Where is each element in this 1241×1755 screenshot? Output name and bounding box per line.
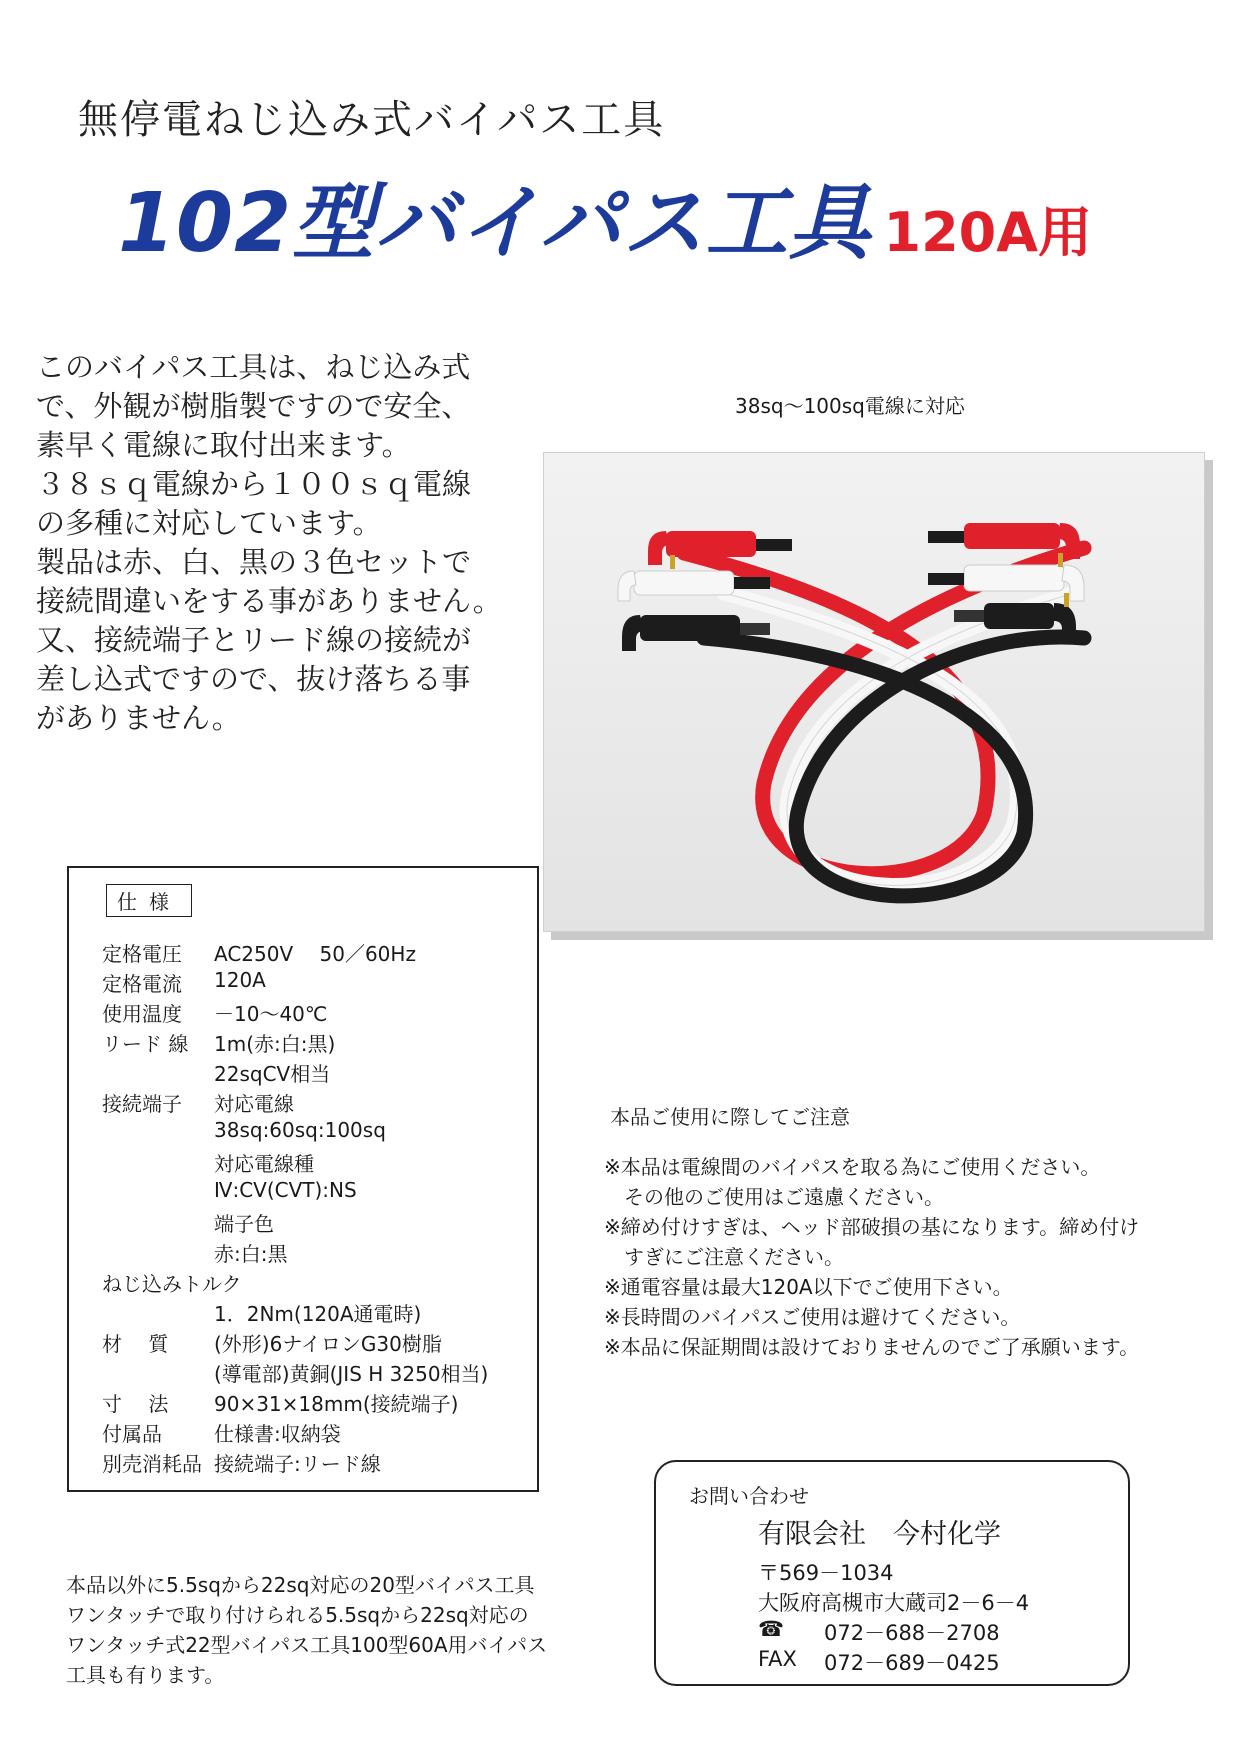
bypass-cables-illustration	[544, 453, 1204, 931]
note-line: 本品以外に5.5sqから22sq対応の20型バイパス工具	[66, 1573, 535, 1597]
notice-line: ※本品に保証期間は設けておりませんのでご了承願います。	[604, 1335, 1140, 1359]
intro-line: このバイパス工具は、ねじ込み式	[36, 350, 471, 384]
contact-box	[654, 1460, 1130, 1686]
spec-label: 定格電圧	[102, 942, 182, 966]
spec-label: 使用温度	[102, 1002, 182, 1026]
note-line: ワンタッチで取り付けられる5.5sqから22sq対応の	[66, 1603, 529, 1627]
notice-line: すぎにご注意ください。	[604, 1245, 844, 1269]
related-products-note	[66, 1570, 547, 1690]
fax-number: 072－689－0425	[824, 1651, 1000, 1675]
spec-value: 端子色	[214, 1212, 274, 1236]
spec-value: 接続端子:リード線	[214, 1452, 381, 1476]
spec-value: 仕様書:収納袋	[214, 1422, 341, 1446]
spec-label: 付属品	[102, 1422, 162, 1446]
intro-line: がありません。	[36, 701, 241, 735]
spec-value: 赤:白:黒	[214, 1242, 288, 1266]
spec-value: 1．2Nm(120A通電時)	[214, 1302, 422, 1326]
product-photo	[543, 452, 1205, 932]
intro-line: 素早く電線に取付出来ます。	[36, 428, 411, 462]
note-line: ワンタッチ式22型バイパス工具100型60A用バイパス	[66, 1633, 548, 1657]
spec-label: 定格電流	[102, 972, 182, 996]
postal-code: 〒569－1034	[758, 1561, 894, 1585]
intro-line: で、外観が樹脂製ですので安全、	[36, 389, 471, 423]
photo-caption: 38sq～100sq電線に対応	[735, 394, 965, 418]
notice-line: ※通電容量は最大120A以下でご使用下さい。	[604, 1275, 1013, 1299]
notice-list	[604, 1152, 1139, 1362]
intro-line: 又、接続端子とリード線の接続が	[36, 623, 472, 657]
spec-label: 材 質	[102, 1332, 169, 1356]
intro-line: 差し込式ですので、抜け落ちる事	[36, 662, 471, 696]
address: 大阪府高槻市大蔵司2－6－4	[758, 1591, 1030, 1615]
intro-text	[36, 348, 536, 738]
spec-value: －10～40℃	[214, 1002, 328, 1026]
phone-number: 072－688－2708	[824, 1621, 1000, 1645]
spec-value: 120A	[214, 968, 266, 992]
title-block	[118, 158, 1092, 275]
spec-label: 接続端子	[102, 1092, 182, 1116]
spec-label: 寸 法	[102, 1392, 169, 1416]
spec-label: ねじ込みトルク	[102, 1272, 242, 1296]
spec-table	[67, 866, 539, 1492]
notice-line: ※締め付けすぎは、ヘッド部破損の基になります。締め付け	[604, 1215, 1140, 1239]
spec-label: 別売消耗品	[102, 1452, 202, 1476]
spec-label: リード 線	[102, 1032, 189, 1056]
notice-line: ※長時間のバイパスご使用は避けてください。	[604, 1305, 1021, 1329]
spec-value: 対応電線	[214, 1092, 294, 1116]
intro-line: 製品は赤、白、黒の３色セットで	[36, 545, 472, 579]
company-name: 有限会社 今村化学	[758, 1519, 1001, 1550]
spec-value: 対応電線種	[214, 1152, 314, 1176]
spec-value: 90×31×18mm(接続端子)	[214, 1392, 459, 1416]
spec-value: Ⅳ:CV(CVT):NS	[214, 1178, 357, 1202]
note-line: 工具も有ります。	[66, 1663, 225, 1687]
contact-heading: お問い合わせ	[689, 1484, 809, 1508]
notice-line: その他のご使用はご遠慮ください。	[604, 1185, 944, 1209]
spec-value: AC250V 50／60Hz	[214, 942, 416, 966]
spec-title: 仕様	[106, 884, 192, 917]
page-subtitle: 無停電ねじ込み式バイパス工具	[78, 97, 666, 143]
spec-value: 1m(赤:白:黒)	[214, 1032, 336, 1056]
spec-value: 38sq:60sq:100sq	[214, 1118, 386, 1142]
spec-value: (導電部)黄銅(JIS H 3250相当)	[214, 1362, 489, 1386]
title-rating-badge: 120A用	[883, 201, 1093, 264]
fax-label: FAX	[758, 1647, 797, 1671]
page-title: 102型バイパス工具	[118, 176, 872, 271]
spec-value: 22sqCV相当	[214, 1062, 331, 1086]
intro-line: 接続間違いをする事がありません。	[36, 584, 502, 618]
intro-line: ３８ｓｑ電線から１００ｓｑ電線	[36, 467, 472, 501]
spec-value: (外形)6ナイロンG30樹脂	[214, 1332, 442, 1356]
phone-icon: ☎	[758, 1617, 785, 1641]
intro-line: の多種に対応しています。	[36, 506, 382, 540]
notice-title: 本品ご使用に際してご注意	[610, 1105, 850, 1129]
notice-line: ※本品は電線間のバイパスを取る為にご使用ください。	[604, 1155, 1101, 1179]
